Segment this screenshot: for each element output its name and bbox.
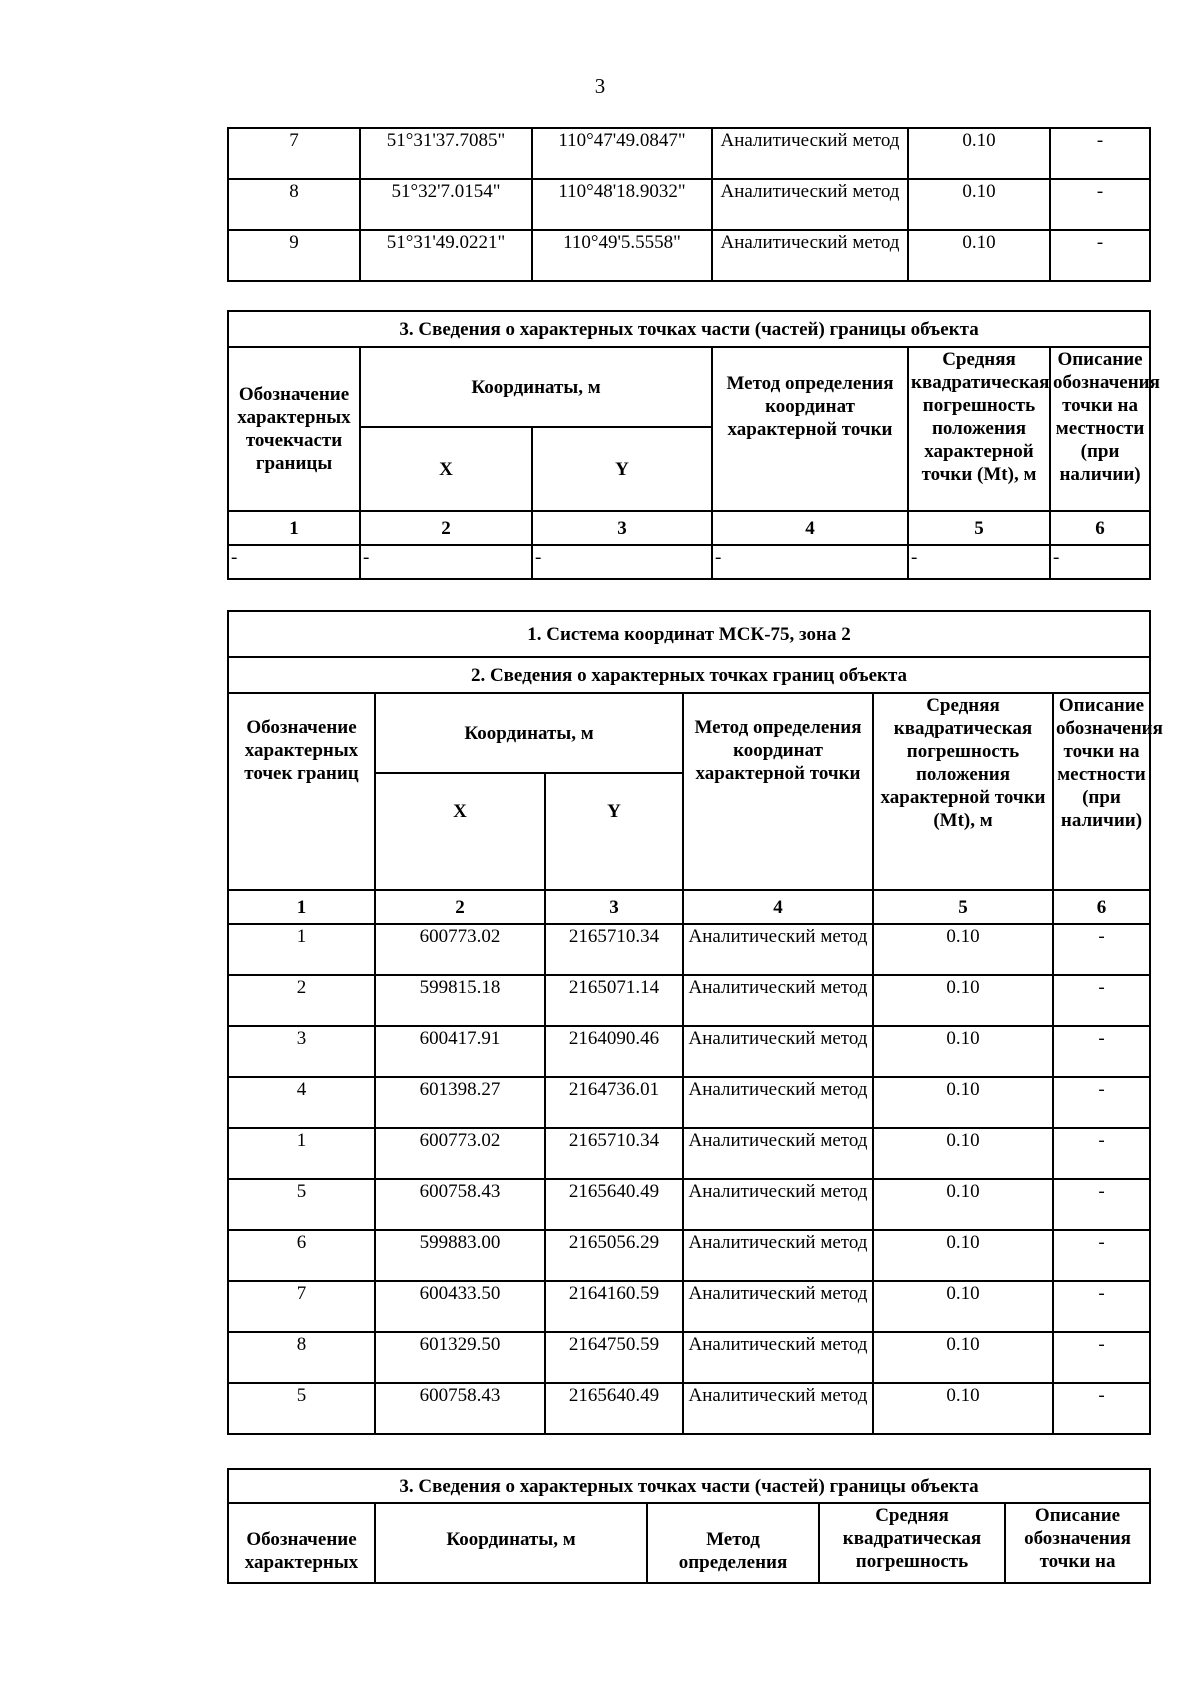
cell-n: 2 [228,975,375,1026]
cell-x: 599883.00 [375,1230,545,1281]
table-row [228,230,1150,281]
parts-points-table-1 [227,310,1160,580]
col-num: 4 [683,890,873,924]
cell-y: 2165710.34 [545,1128,683,1179]
cell-desc: - [1050,230,1150,281]
col-num: 1 [228,511,360,545]
table-row [228,1026,1150,1077]
header-mt: Средняя квадратическая погрешность положения характерной точки (Mt), м [908,347,1050,511]
cell-y: 2165071.14 [545,975,683,1026]
cell-x: 599815.18 [375,975,545,1026]
col-num: 3 [532,511,712,545]
cell-desc: - [1053,1332,1150,1383]
cell-n: 7 [228,128,360,179]
header-y: Y [545,773,683,890]
empty-cell: - [712,545,908,579]
header-mt: Средняя квадратическая погрешность положения характерной точки (Mt), м [873,693,1053,890]
table-row [228,1383,1150,1434]
cell-y: 2165056.29 [545,1230,683,1281]
empty-cell: - [532,545,712,579]
cell-desc: - [1053,1026,1150,1077]
empty-cell: - [1050,545,1150,579]
cell-x: 51°31'49.0221" [360,230,532,281]
table-row [228,1077,1150,1128]
cell-n: 5 [228,1383,375,1434]
geo-coords-table [227,127,1151,282]
cell-y: 2164750.59 [545,1332,683,1383]
cell-method: Аналитический метод [683,975,873,1026]
header-desc: Описание обозначения точки на местности (при наличии) [1050,347,1150,511]
col-num: 5 [908,511,1050,545]
cell-y: 2164160.59 [545,1281,683,1332]
cell-desc: - [1053,924,1150,975]
cell-n: 1 [228,1128,375,1179]
cell-x: 600758.43 [375,1179,545,1230]
cell-x: 600773.02 [375,924,545,975]
page-number: 3 [594,74,606,98]
cell-method: Аналитический метод [683,1383,873,1434]
header-designation: Обозначение характерных точек границ [228,693,375,890]
cell-method: Аналитический метод [712,230,908,281]
cell-desc: - [1053,1077,1150,1128]
col-num: 2 [375,890,545,924]
cell-n: 6 [228,1230,375,1281]
cell-n: 3 [228,1026,375,1077]
cell-n: 4 [228,1077,375,1128]
header-designation: Обозначение характерных [228,1503,375,1583]
header-designation: Обозначение характерных точекчасти границы [228,347,360,511]
cell-mt: 0.10 [908,230,1050,281]
table-row [228,1281,1150,1332]
table-row [228,1230,1150,1281]
cell-y: 2164736.01 [545,1077,683,1128]
cell-n: 5 [228,1179,375,1230]
section-title: 3. Сведения о характерных точках части (частей) границы объекта [228,1469,1150,1503]
header-x: X [375,773,545,890]
col-num: 6 [1053,890,1150,924]
cell-y: 2165640.49 [545,1383,683,1434]
cell-desc: - [1050,128,1150,179]
cell-n: 8 [228,1332,375,1383]
cell-x: 601329.50 [375,1332,545,1383]
col-num: 5 [873,890,1053,924]
cell-mt: 0.10 [873,1077,1053,1128]
cell-x: 600417.91 [375,1026,545,1077]
cell-method: Аналитический метод [712,128,908,179]
cell-mt: 0.10 [873,1281,1053,1332]
cell-n: 8 [228,179,360,230]
header-mt: Средняя квадратическая погрешность [819,1503,1005,1583]
header-method: Метод определения координат характерной точки [683,693,873,890]
table-row [228,975,1150,1026]
cell-mt: 0.10 [873,1332,1053,1383]
header-coords: Координаты, м [375,1503,647,1583]
cell-mt: 0.10 [873,975,1053,1026]
cell-mt: 0.10 [873,1230,1053,1281]
header-coords: Координаты, м [360,347,712,427]
header-y: Y [532,427,712,511]
table-row [228,1179,1150,1230]
table-row [228,924,1150,975]
coordinate-system-title: 1. Система координат МСК-75, зона 2 [228,611,1150,657]
header-coords: Координаты, м [375,693,683,773]
cell-desc: - [1053,1281,1150,1332]
cell-desc: - [1053,1179,1150,1230]
cell-desc: - [1050,179,1150,230]
cell-method: Аналитический метод [683,1281,873,1332]
parts-points-table-2 [227,1468,1151,1584]
cell-x: 51°32'7.0154" [360,179,532,230]
cell-mt: 0.10 [873,1026,1053,1077]
cell-method: Аналитический метод [683,1128,873,1179]
header-method: Метод определения [647,1503,819,1583]
cell-mt: 0.10 [873,1128,1053,1179]
cell-method: Аналитический метод [683,1332,873,1383]
col-num: 2 [360,511,532,545]
section-title: 2. Сведения о характерных точках границ объекта [228,657,1150,693]
cell-x: 51°31'37.7085" [360,128,532,179]
empty-cell: - [228,545,360,579]
cell-y: 110°48'18.9032" [532,179,712,230]
cell-desc: - [1053,1383,1150,1434]
cell-method: Аналитический метод [683,1179,873,1230]
empty-cell: - [360,545,532,579]
table-row [228,179,1150,230]
cell-mt: 0.10 [873,1179,1053,1230]
cell-method: Аналитический метод [683,924,873,975]
header-desc: Описание обозначения точки на [1005,1503,1150,1583]
col-num: 6 [1050,511,1150,545]
cell-method: Аналитический метод [683,1077,873,1128]
col-num: 3 [545,890,683,924]
table-row [228,128,1150,179]
empty-cell: - [908,545,1050,579]
header-method: Метод определения координат характерной точки [712,347,908,511]
cell-x: 600758.43 [375,1383,545,1434]
cell-y: 110°47'49.0847" [532,128,712,179]
cell-x: 601398.27 [375,1077,545,1128]
col-num: 4 [712,511,908,545]
cell-y: 2164090.46 [545,1026,683,1077]
cell-mt: 0.10 [873,1383,1053,1434]
cell-y: 2165710.34 [545,924,683,975]
cell-y: 2165640.49 [545,1179,683,1230]
table-row [228,1332,1150,1383]
col-num: 1 [228,890,375,924]
cell-desc: - [1053,975,1150,1026]
header-desc: Описание обозначения точки на местности (при наличии) [1053,693,1150,890]
cell-desc: - [1053,1230,1150,1281]
cell-y: 110°49'5.5558" [532,230,712,281]
cell-mt: 0.10 [908,128,1050,179]
cell-x: 600773.02 [375,1128,545,1179]
cell-n: 1 [228,924,375,975]
cell-n: 9 [228,230,360,281]
table-row [228,1128,1150,1179]
cell-x: 600433.50 [375,1281,545,1332]
cell-method: Аналитический метод [683,1026,873,1077]
cell-desc: - [1053,1128,1150,1179]
cell-mt: 0.10 [908,179,1050,230]
cell-method: Аналитический метод [683,1230,873,1281]
cell-method: Аналитический метод [712,179,908,230]
header-x: X [360,427,532,511]
section-title: 3. Сведения о характерных точках части (частей) границы объекта [228,311,1150,347]
cell-n: 7 [228,1281,375,1332]
cell-mt: 0.10 [873,924,1053,975]
msk-coords-table [227,610,1163,1435]
